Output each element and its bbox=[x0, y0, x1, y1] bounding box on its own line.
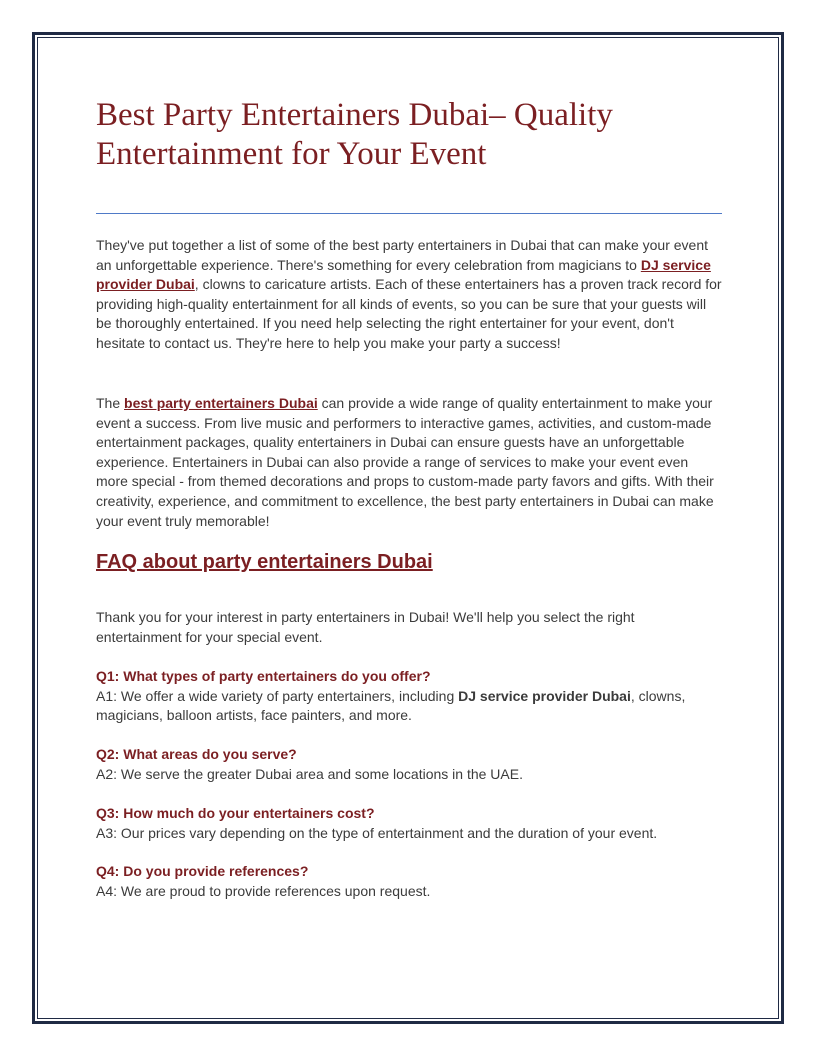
para2-text-before: The bbox=[96, 395, 125, 411]
title-divider bbox=[96, 213, 722, 214]
faq-item-q4 bbox=[96, 862, 722, 901]
faq-answer-q1-before: A1: We offer a wide variety of party entertainers, including bbox=[96, 687, 459, 704]
faq-answer-q1-bold: DJ service provider Dubai bbox=[458, 687, 631, 704]
para2-text-after: can provide a wide range of quality entertainment to make your event a success. From live music and performers to interactive games, activities, and custom-made entertainment packages, quality entertainers in Dubai can ensure guests have an unforgettable experience. Entertainers in Dubai can also provide a range of services to make your event even more special - from themed decorations and props to custom-made party favors and gifts. With their creativity, experience, and commitment to excellence, the best party entertainers in Dubai can make your event truly memorable! bbox=[96, 395, 714, 529]
intro-text-after: , clowns to caricature artists. Each of these entertainers has a proven track record for providing high-quality entertainment for all kinds of events, so you can be sure that your guests will be thoroughly entertained. If you need help selecting the right entertainer for your event, don't hesitate to contact us. They're here to help you make your party a success! bbox=[96, 276, 722, 351]
dj-service-link[interactable]: DJ service provider Dubai bbox=[96, 256, 711, 293]
faq-item-q2 bbox=[96, 745, 722, 784]
intro-paragraph bbox=[96, 236, 722, 354]
faq-answer-q1-after: , clowns, magicians, balloon artists, face painters, and more. bbox=[96, 687, 686, 724]
faq-answer-q2: A2: We serve the greater Dubai area and some locations in the UAE. bbox=[96, 765, 523, 782]
best-party-entertainers-link[interactable]: best party entertainers Dubai bbox=[124, 395, 318, 411]
faq-answer-q4: A4: We are proud to provide references upon request. bbox=[96, 882, 431, 899]
faq-question-q3: Q3: How much do your entertainers cost? bbox=[96, 805, 375, 821]
faq-item-q1 bbox=[96, 667, 722, 726]
document-content bbox=[96, 96, 722, 899]
entertainers-paragraph bbox=[96, 394, 722, 531]
page-title: Best Party Entertainers Dubai– Quality Entertainment for Your Event bbox=[96, 97, 613, 172]
faq-question-q4: Q4: Do you provide references? bbox=[96, 863, 309, 879]
intro-text-before: They've put together a list of some of the best party entertainers in Dubai that can make your event an unforgettable experience. There's something for every celebration from magicians to bbox=[96, 237, 709, 273]
faq-item-q3 bbox=[96, 804, 722, 843]
faq-question-q1: Q1: What types of party entertainers do you offer? bbox=[96, 668, 431, 684]
faq-heading: FAQ about party entertainers Dubai bbox=[96, 551, 433, 573]
faq-answer-q3: A3: Our prices vary depending on the type of entertainment and the duration of your event. bbox=[96, 824, 658, 841]
faq-intro: Thank you for your interest in party entertainers in Dubai! We'll help you select the right entertainment for your special event. bbox=[96, 609, 635, 645]
faq-question-q2: Q2: What areas do you serve? bbox=[96, 746, 297, 762]
